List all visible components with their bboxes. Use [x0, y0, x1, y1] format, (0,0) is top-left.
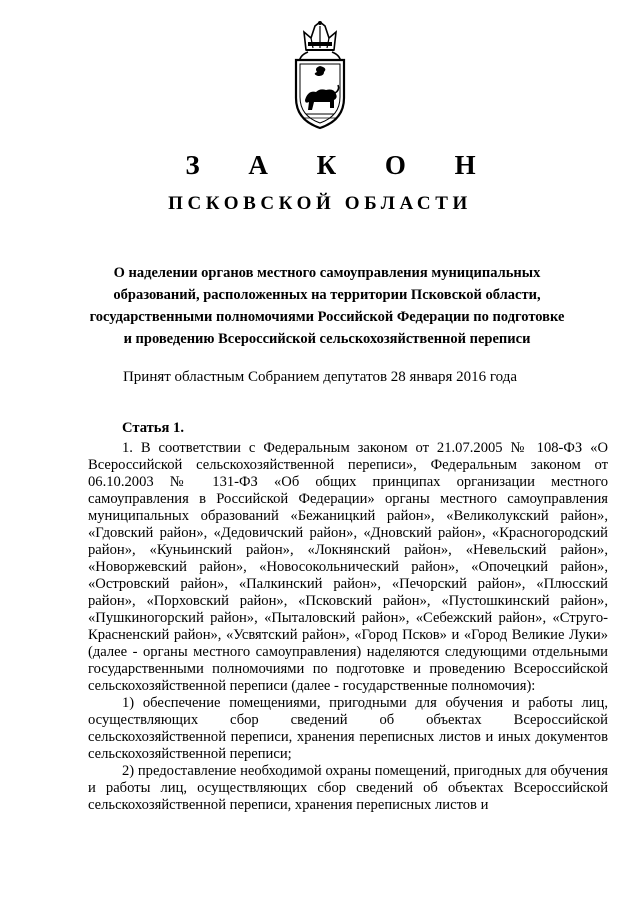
- adoption-note: Принят областным Собранием депутатов 28 января 2016 года: [122, 369, 518, 385]
- document-type-title: З А К О Н: [185, 150, 497, 180]
- article-paragraph-2: 1) обеспечение помещениями, пригодными для обучения и работы лиц, осуществляющих сбор сведений об объектах Всероссийской сельскохозяйственной переписи, хранения переписных листов и иных документов сельскохозяйственной переписи;: [88, 695, 608, 762]
- region-title: ПСКОВСКОЙ ОБЛАСТИ: [168, 193, 472, 214]
- law-subject: О наделении органов местного самоуправления муниципальных образований, расположенных на территории Псковской области, государственными полномочиями Российской Федерации по подготовке и проведению Всероссийской сельскохозяйственной переписи: [89, 265, 565, 347]
- article-paragraph-3: 2) предоставление необходимой охраны помещений, пригодных для обучения и работы лиц, осуществляющих сбор сведений об объектах Всероссийской сельскохозяйственной переписи, хранения переписных листов и: [88, 763, 608, 813]
- article-heading: Статья 1.: [122, 420, 184, 436]
- article-paragraph-1: 1. В соответствии с Федеральным законом от 21.07.2005 № 108-ФЗ «О Всероссийской сельскохозяйственной переписи», Федеральным законом от 06.10.2003 № 131-ФЗ «Об общих принципах организации местного самоуправления в Российской Федерации» органы местного самоуправления муниципальных образований «Бежаницкий район», «Великолукский район», «Гдовский район», «Дедовичский район», «Дновский район», «Красногородский район», «Куньинский район», «Локнянский район», «Невельский район», «Новоржевский район», «Новосокольнический район», «Опочецкий район», «Островский район», «Палкинский район», «Печорский район», «Плюсский район», «Порховский район», «Псковский район», «Пустошкинский район», «Пушкиногорский район», «Пыталовский район», «Себежский район», «Струго-Красненский район», «Усвятский район», «Город Псков» и «Город Великие Луки» (далее - органы местного самоуправления) наделяются следующими отдельными государственными полномочиями по подготовке и проведению Всероссийской сельскохозяйственной переписи (далее - государственные полномочия):: [88, 440, 608, 694]
- law-body: [88, 420, 608, 814]
- coat-of-arms-icon: [284, 20, 356, 132]
